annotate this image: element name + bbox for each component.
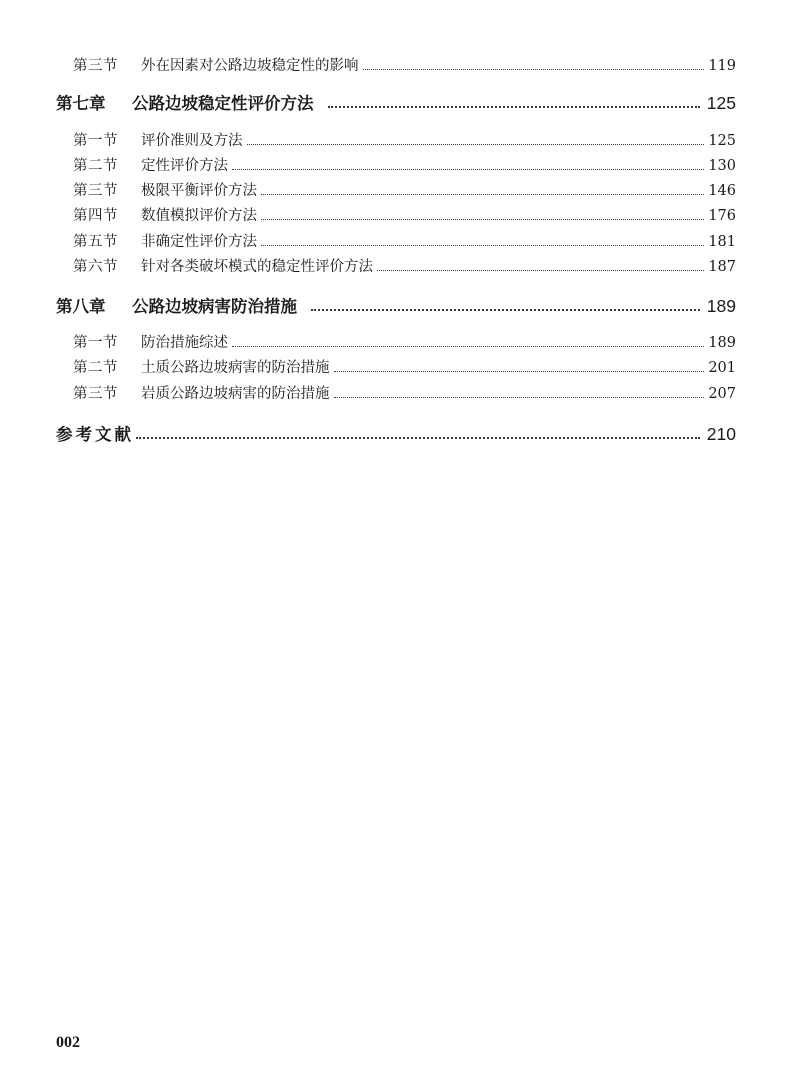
- page-number: 189: [708, 335, 736, 351]
- section-title: 土质公路边坡病害的防治措施: [141, 360, 330, 376]
- page-number: 125: [706, 93, 736, 113]
- section-number: 第三节: [73, 58, 118, 74]
- dot-leader: [377, 270, 704, 271]
- chapter-number: 第七章: [56, 94, 106, 113]
- section-number: 第六节: [73, 259, 118, 275]
- page-number: 187: [708, 259, 736, 275]
- dot-leader: [334, 397, 705, 398]
- toc-section-entry[interactable]: [73, 131, 736, 151]
- dot-leader: [334, 371, 705, 372]
- section-number: 第三节: [73, 183, 118, 199]
- toc-section-entry[interactable]: [73, 358, 736, 378]
- page-number: 130: [708, 158, 736, 174]
- section-title: 定性评价方法: [141, 158, 228, 174]
- toc-references-entry[interactable]: [56, 422, 736, 446]
- page-number: 210: [706, 424, 736, 444]
- toc-section-entry[interactable]: [73, 384, 736, 404]
- references-title: 参考文献: [56, 425, 134, 444]
- page-number: 176: [708, 208, 736, 224]
- section-number: 第三节: [73, 386, 118, 402]
- section-title: 数值模拟评价方法: [141, 208, 257, 224]
- toc-section-entry[interactable]: [73, 232, 736, 252]
- dot-leader: [247, 144, 705, 145]
- page-number: 207: [708, 386, 736, 402]
- toc-section-entry[interactable]: [73, 257, 736, 277]
- toc-section-entry[interactable]: [73, 156, 736, 176]
- page-number: 189: [706, 296, 736, 316]
- toc-section-entry[interactable]: [73, 181, 736, 201]
- page-number: 146: [708, 183, 736, 199]
- section-title: 防治措施综述: [141, 335, 228, 351]
- dot-leader: [232, 169, 704, 170]
- toc-section-entry[interactable]: [73, 333, 736, 353]
- page-number: 125: [708, 133, 736, 149]
- dot-leader: [363, 69, 705, 70]
- toc-chapter-entry[interactable]: [56, 91, 736, 115]
- page-number: 201: [708, 360, 736, 376]
- toc-section-entry[interactable]: [73, 56, 736, 76]
- dot-leader: [232, 346, 704, 347]
- dot-leader: [136, 437, 700, 439]
- section-title: 岩质公路边坡病害的防治措施: [141, 386, 330, 402]
- section-number: 第一节: [73, 335, 118, 351]
- chapter-number: 第八章: [56, 297, 106, 316]
- section-title: 针对各类破坏模式的稳定性评价方法: [141, 259, 373, 275]
- section-number: 第四节: [73, 208, 118, 224]
- page-folio: 002: [56, 1034, 80, 1051]
- section-number: 第五节: [73, 234, 118, 250]
- section-title: 极限平衡评价方法: [141, 183, 257, 199]
- toc-chapter-entry[interactable]: [56, 294, 736, 318]
- chapter-title: 公路边坡病害防治措施: [132, 297, 297, 316]
- dot-leader: [261, 219, 704, 220]
- dot-leader: [261, 194, 704, 195]
- dot-leader: [328, 106, 701, 108]
- section-number: 第二节: [73, 158, 118, 174]
- page-number: 181: [708, 234, 736, 250]
- section-number: 第一节: [73, 133, 118, 149]
- chapter-title: 公路边坡稳定性评价方法: [132, 94, 314, 113]
- section-title: 非确定性评价方法: [141, 234, 257, 250]
- section-title: 外在因素对公路边坡稳定性的影响: [141, 58, 359, 74]
- dot-leader: [261, 245, 704, 246]
- toc-section-entry[interactable]: [73, 206, 736, 226]
- section-title: 评价准则及方法: [141, 133, 243, 149]
- section-number: 第二节: [73, 360, 118, 376]
- page-number: 119: [708, 58, 736, 74]
- dot-leader: [311, 309, 700, 311]
